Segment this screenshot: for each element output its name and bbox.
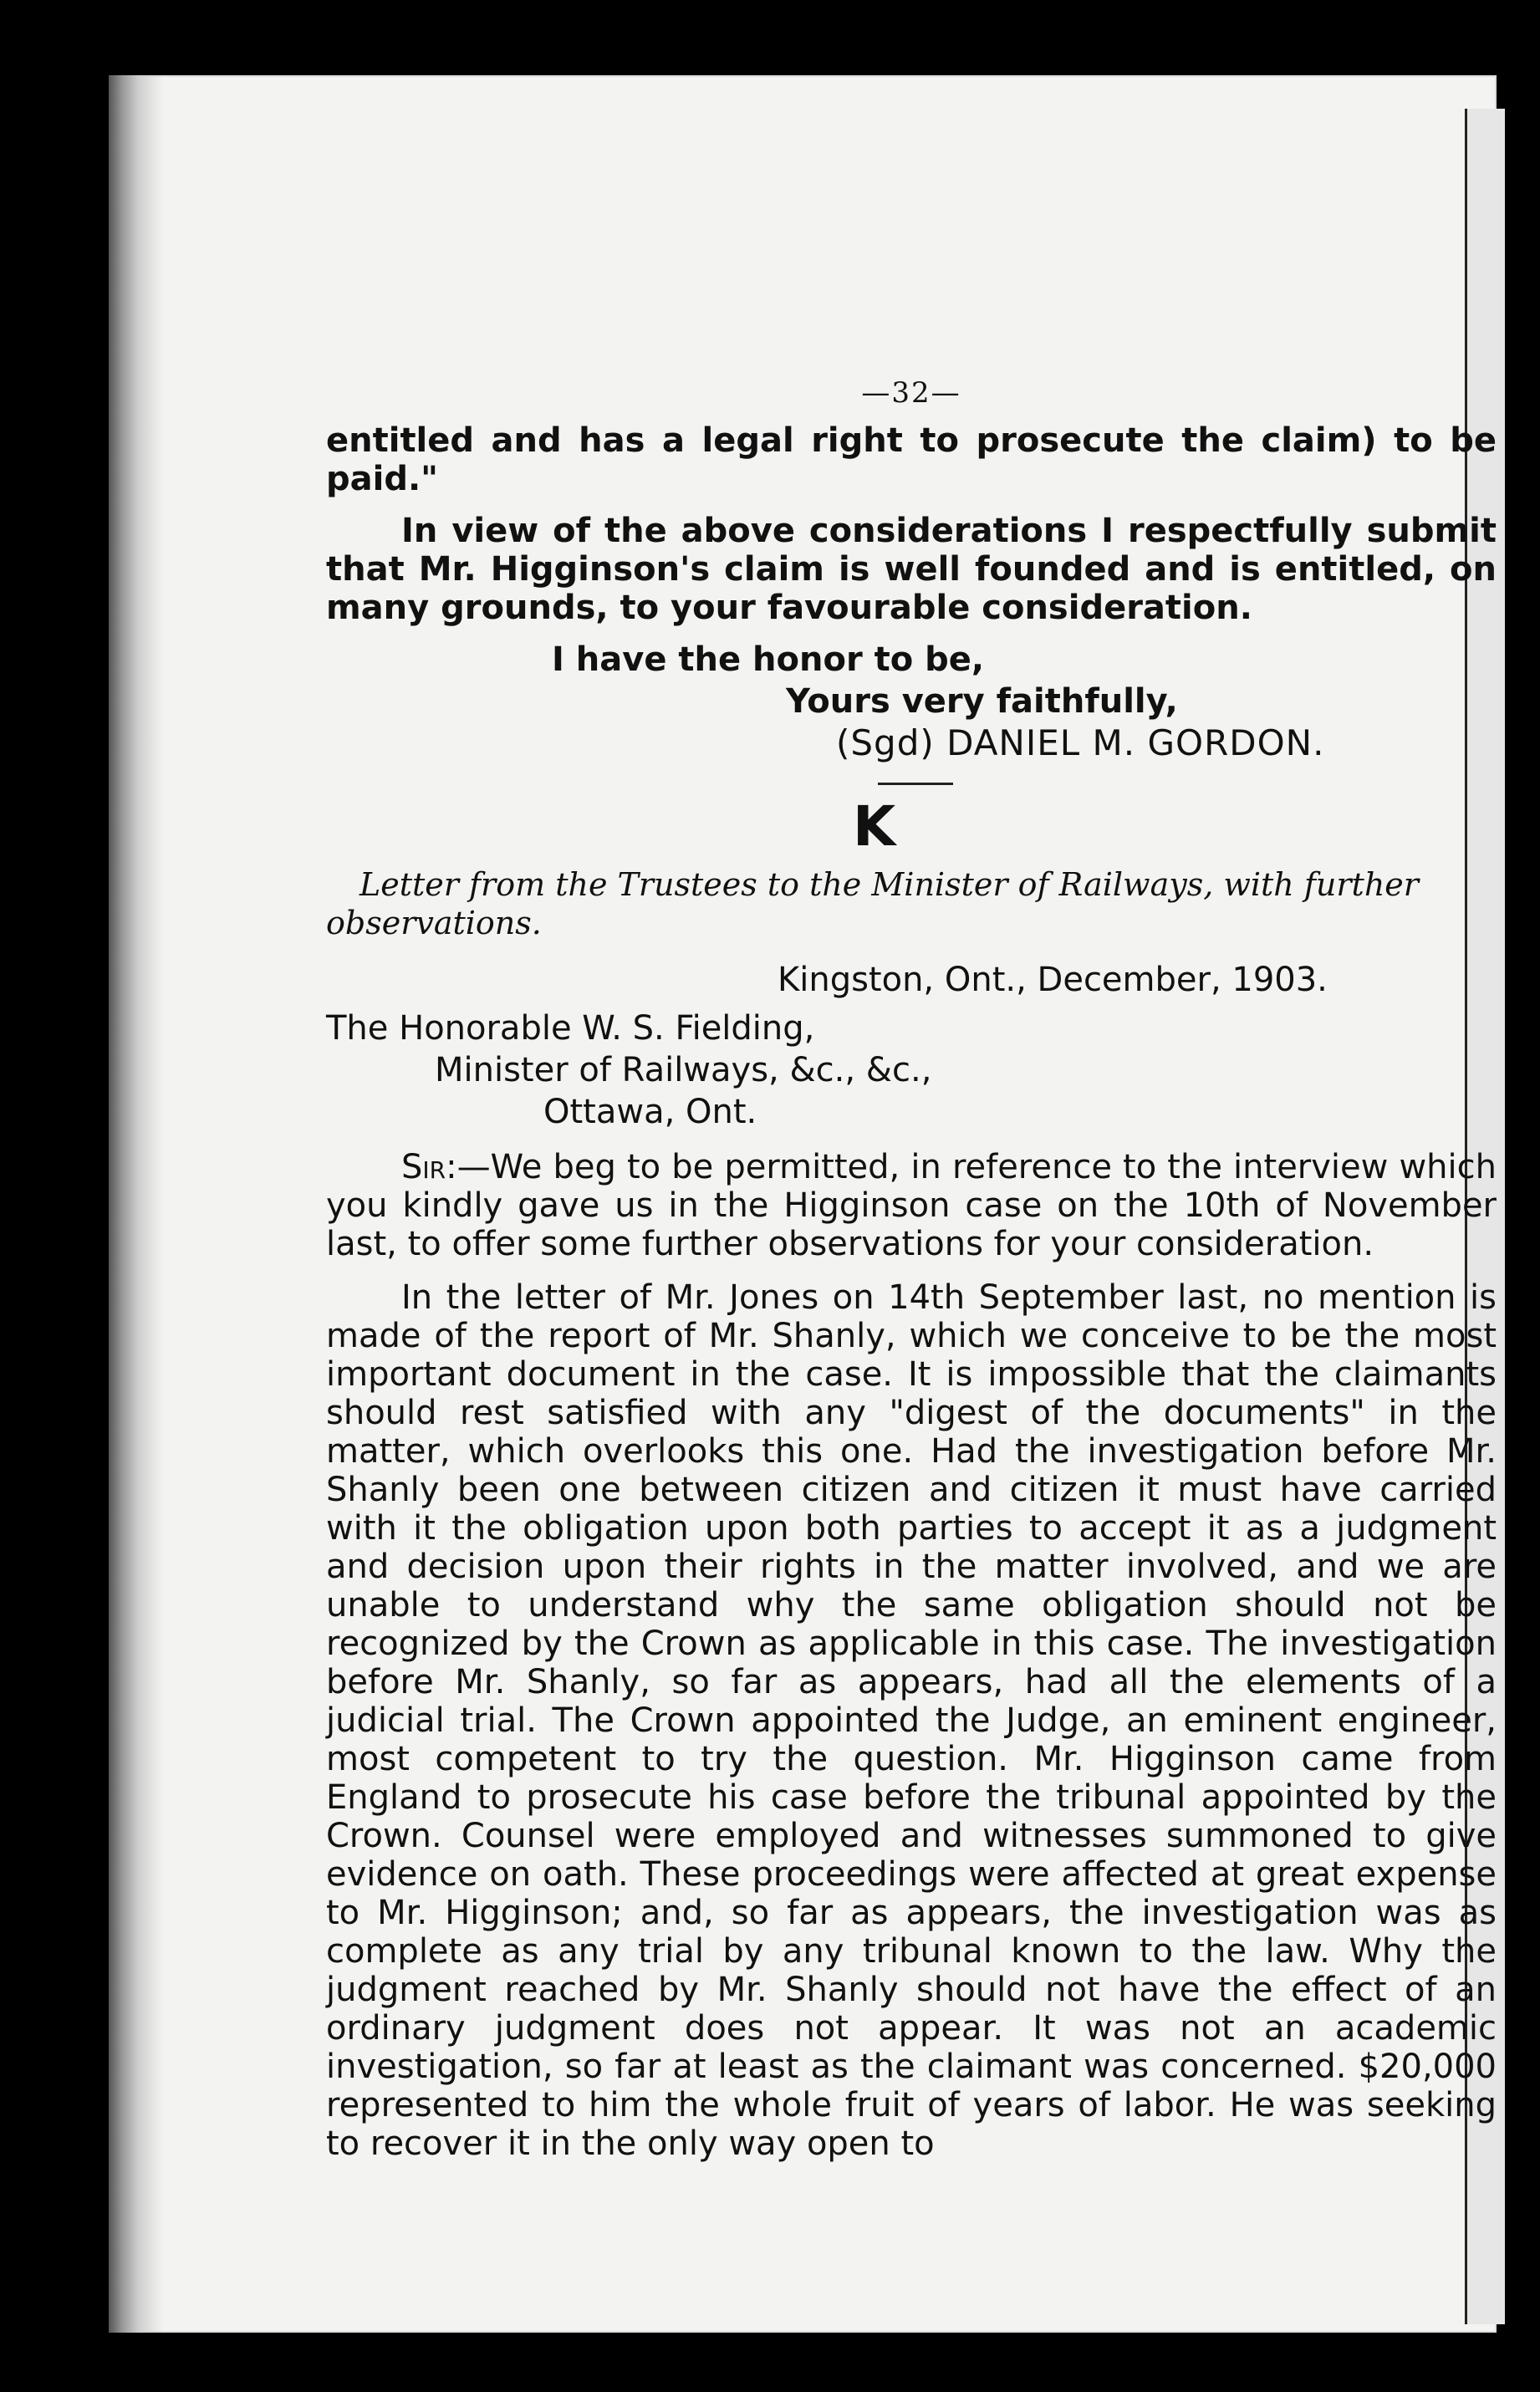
letter-paragraph-1-text: :—We beg to be permitted, in reference to the interview which you kindly gave us in the Higginson case on the 10th of November last, to offer some further observations for your consideration. [326, 1148, 1497, 1263]
section-divider [878, 783, 953, 785]
letter-paragraph-1 [326, 1148, 1497, 1263]
signature-line: (Sgd) DANIEL M. GORDON. [836, 722, 1325, 763]
paragraph-submission: In view of the above considerations I respectfully submit that Mr. Higginson's claim is well founded and is entitled, on many grounds, to your favourable consideration. [326, 512, 1497, 627]
closing-line-2: Yours very faithfully, [786, 682, 1178, 721]
addressee-name: The Honorable W. S. Fielding, [326, 1009, 815, 1048]
page-number: —32— [861, 376, 961, 410]
letter-date: Kingston, Ont., December, 1903. [778, 961, 1328, 999]
section-letter: K [853, 794, 896, 859]
addressee-title: Minister of Railways, &c., &c., [435, 1051, 932, 1089]
paragraph-continuation: entitled and has a legal right to prosecute the claim) to be paid." [326, 421, 1497, 498]
section-heading: Letter from the Trustees to the Minister of Railways, with further observations. [326, 866, 1419, 941]
binding-shadow [109, 75, 163, 2333]
page-content [326, 376, 1497, 2163]
letter-paragraph-2: In the letter of Mr. Jones on 14th September last, no mention is made of the report of Mr. Shanly, which we conceive to be the most important document in the case. It is impossible that the claimants should rest satisfied with any "digest of the documents" in the matter, which overlooks this one. Had the investigation before Mr. Shanly been one between citizen and citizen it must have carried with it the obligation upon both parties to accept it as a judgment and decision upon their rights in the matter involved, and we are unable to understand why the same obligation should not be recognized by the Crown as applicable in this case. The investigation before Mr. Shanly, so far as appears, had all the elements of a judicial trial. The Crown appointed the Judge, an eminent engineer, most competent to try the question. Mr. Higginson came from England to prosecute his case before the tribunal appointed by the Crown. Counsel were employed and witnesses summoned to give evidence on oath. These proceedings were affected at great expense to Mr. Higginson; and, so far as appears, the investigation was as complete as any trial by any tribunal known to the law. Why the judgment reached by Mr. Shanly should not have the effect of an ordinary judgment does not appear. It was not an academic investigation, so far at least as the claimant was concerned. $20,000 represented to him the whole fruit of years of labor. He was seeking to recover it in the only way open to [326, 1278, 1497, 2163]
scanned-page [109, 75, 1497, 2333]
salutation: Sir [401, 1148, 446, 1186]
closing-line-1: I have the honor to be, [552, 640, 985, 679]
addressee-place: Ottawa, Ont. [543, 1093, 757, 1131]
